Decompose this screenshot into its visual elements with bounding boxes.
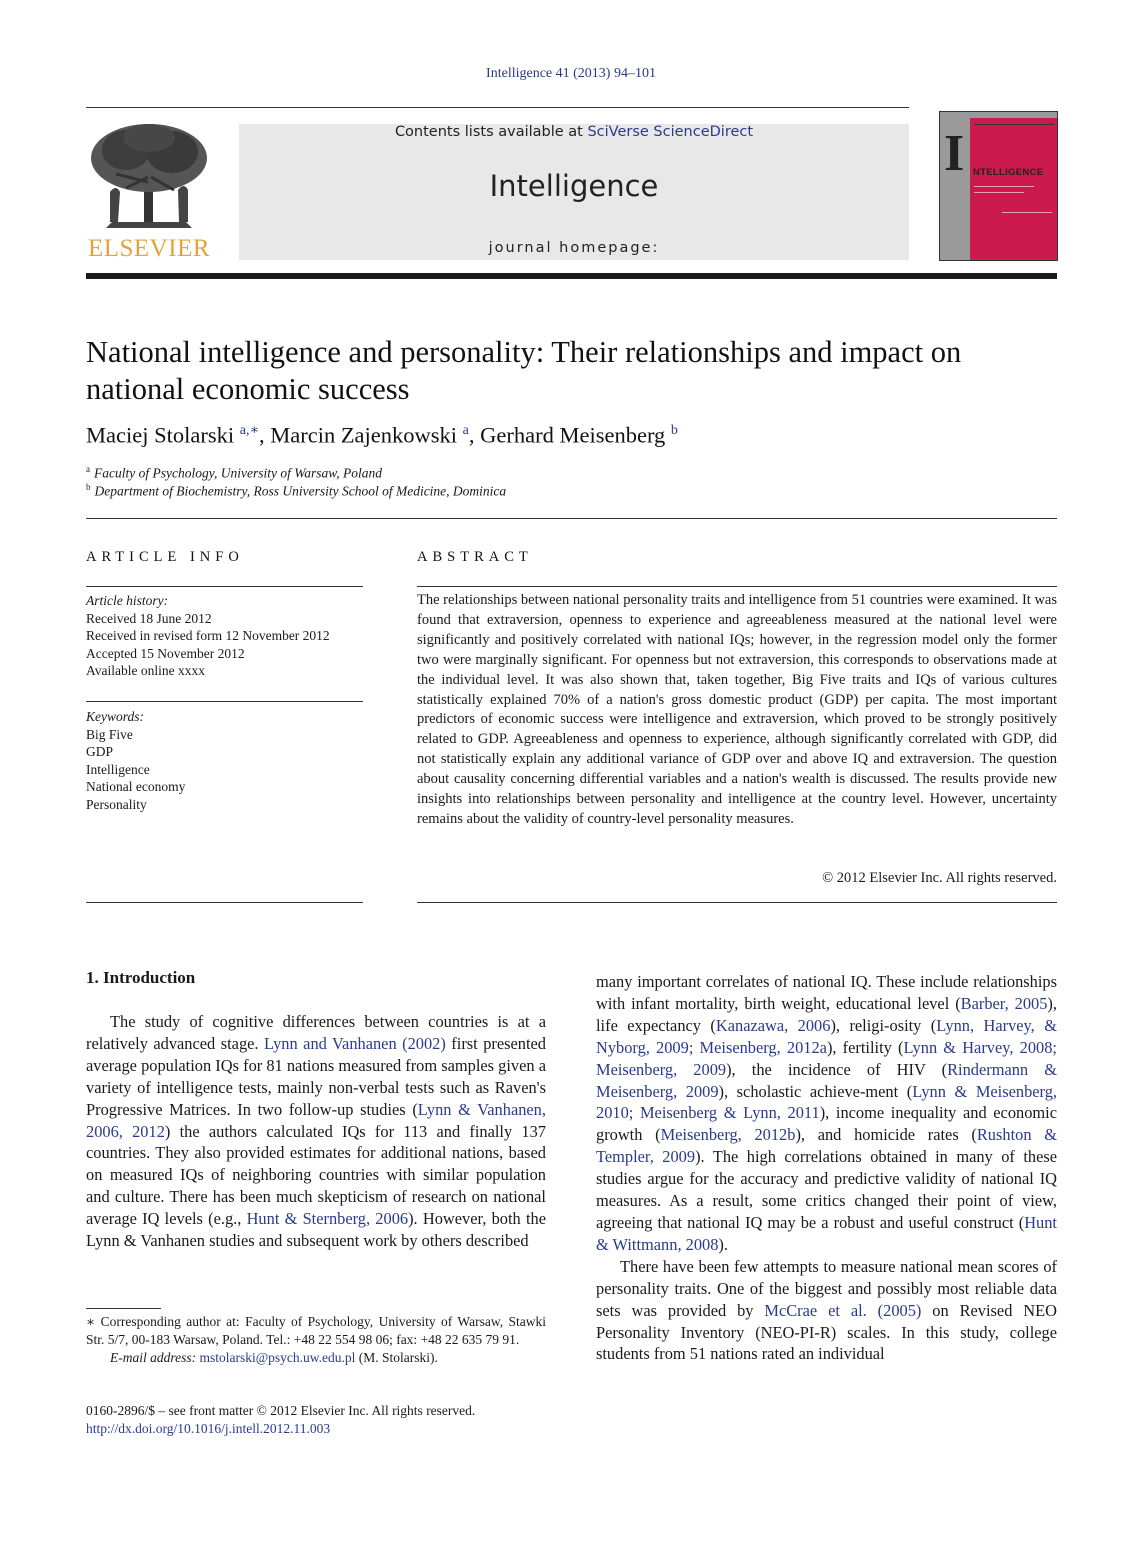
author-affiliation-ref[interactable]: b bbox=[670, 423, 678, 438]
body-text: ), religi-osity ( bbox=[830, 1015, 937, 1035]
header-thick-rule bbox=[86, 273, 1057, 279]
affiliation-marker: a bbox=[86, 464, 90, 474]
body-text: ). The high correlations obtained in many of these studies argue for the accuracy and predictive validity of national IQ measures. As a result, some critics changed their point of view, agreeing that national IQ may be a robust and useful construct ( bbox=[596, 1147, 1058, 1232]
header-rule bbox=[86, 107, 909, 108]
contents-line bbox=[239, 124, 909, 140]
author-separator: , bbox=[468, 422, 481, 448]
abstract-rule bbox=[417, 586, 1057, 587]
cover-rule bbox=[1002, 212, 1052, 213]
article-info-bottom-rule bbox=[86, 902, 363, 903]
keywords-rule bbox=[86, 701, 363, 702]
journal-citation-link[interactable]: Intelligence 41 (2013) 94–101 bbox=[486, 66, 656, 81]
tree-icon bbox=[86, 122, 212, 232]
author-name: Maciej Stolarski bbox=[86, 422, 235, 448]
body-column-right bbox=[596, 971, 1057, 1365]
body-text: ), and homicide rates ( bbox=[795, 1125, 977, 1145]
contents-prefix: Contents lists available at bbox=[394, 124, 588, 140]
footnote-rule bbox=[86, 1308, 161, 1309]
elsevier-logo bbox=[86, 122, 212, 260]
citation-link[interactable]: Kanazawa, 2006 bbox=[715, 1015, 831, 1035]
body-column-left bbox=[86, 1011, 546, 1252]
cover-rule bbox=[974, 192, 1024, 193]
history-item: Accepted 15 November 2012 bbox=[86, 645, 245, 661]
author-name: Marcin Zajenkowski bbox=[270, 422, 458, 448]
citation-link[interactable]: Rushton & Templer, 2009 bbox=[596, 1125, 1057, 1167]
author-separator: , bbox=[258, 422, 271, 448]
body-text: many important correlates of national IQ. These include relationships with infant mortality, birth weight, educational level ( bbox=[596, 972, 1057, 1013]
body-paragraph bbox=[596, 1256, 1057, 1366]
article-info-rule bbox=[86, 586, 363, 587]
citation-link[interactable]: Lynn and Vanhanen (2002) bbox=[264, 1033, 446, 1053]
footnote-text: ∗ Corresponding author at: Faculty of Psychology, University of Warsaw, Stawki Str. 5/7, 00-183 Warsaw, Poland. Tel.: +48 22 554 98 06; fax: +48 22 635 79 91. bbox=[86, 1314, 546, 1347]
affiliation bbox=[86, 464, 382, 482]
keywords bbox=[86, 708, 363, 814]
corresponding-author-footnote bbox=[86, 1313, 546, 1367]
keyword: Big Five bbox=[86, 726, 133, 742]
affiliation bbox=[86, 482, 506, 500]
body-text: ), scholastic achieve-ment ( bbox=[718, 1081, 913, 1101]
title-rule bbox=[86, 518, 1057, 519]
citation-link[interactable]: Lynn & Vanhanen, 2006, 2012 bbox=[86, 1099, 546, 1141]
article-info-heading: ARTICLE INFO bbox=[86, 549, 244, 565]
body-text: There have been few attempts to measure national mean scores of personality traits. One of the biggest and possibly most reliable data sets was provided by bbox=[596, 1256, 1057, 1320]
journal-cover-image bbox=[939, 111, 1058, 261]
body-text: ), the incidence of HIV ( bbox=[726, 1059, 948, 1079]
author-name: Gerhard Meisenberg bbox=[480, 422, 666, 448]
affiliation-text: Faculty of Psychology, University of Warsaw, Poland bbox=[94, 465, 382, 481]
body-text: ), income inequality and economic growth ( bbox=[596, 1103, 1057, 1145]
body-text: ), life expectancy ( bbox=[596, 993, 1057, 1035]
citation-link[interactable]: Lynn & Meisenberg, 2010; Meisenberg & Lynn, 2011 bbox=[596, 1081, 1057, 1123]
journal-name: Intelligence bbox=[489, 169, 659, 203]
author-list bbox=[86, 422, 678, 449]
citation-link[interactable]: McCrae et al. (2005) bbox=[764, 1300, 922, 1320]
sciencedirect-link[interactable]: SciVerse ScienceDirect bbox=[587, 124, 754, 140]
citation-link[interactable]: Hunt & Wittmann, 2008 bbox=[596, 1212, 1057, 1254]
body-text: first presented average population IQs for 81 nations measured from samples given a variety of intelligence tests, mainly non-verbal tests such as Raven's Progressive Matrices. In two follow-up studies ( bbox=[86, 1033, 546, 1119]
body-text: on Revised NEO Personality Inventory (NEO-PI-R) scales. In this study, college students from 51 nations rated an individual bbox=[596, 1300, 1057, 1364]
email-suffix: (M. Stolarski). bbox=[355, 1350, 438, 1365]
body-text: ). However, both the Lynn & Vanhanen studies and subsequent work by others described bbox=[86, 1209, 546, 1251]
cover-letter: I bbox=[944, 125, 965, 182]
cover-rule bbox=[974, 124, 1054, 125]
citation-link[interactable]: Lynn & Harvey, 2008; Meisenberg, 2009 bbox=[596, 1037, 1057, 1079]
article-history bbox=[86, 592, 363, 680]
doi-link[interactable]: http://dx.doi.org/10.1016/j.intell.2012.11.003 bbox=[86, 1421, 331, 1436]
article-history-label: Article history: bbox=[86, 593, 169, 608]
citation-link[interactable]: Rindermann & Meisenberg, 2009 bbox=[596, 1059, 1058, 1101]
author-affiliation-ref[interactable]: a bbox=[462, 423, 469, 438]
section-heading: 1. Introduction bbox=[86, 968, 196, 987]
abstract-copyright: © 2012 Elsevier Inc. All rights reserved. bbox=[822, 870, 1057, 886]
keyword: National economy bbox=[86, 779, 186, 795]
affiliation-text: Department of Biochemistry, Ross University School of Medicine, Dominica bbox=[94, 483, 507, 499]
body-paragraph bbox=[86, 1011, 546, 1252]
history-item: Received in revised form 12 November 2012 bbox=[86, 628, 330, 644]
cover-title: NTELLIGENCE bbox=[973, 167, 1044, 178]
citation-link[interactable]: Hunt & Sternberg, 2006 bbox=[246, 1209, 409, 1229]
abstract-heading: ABSTRACT bbox=[417, 549, 533, 565]
body-text: The study of cognitive differences between countries is at a relatively advanced stage. bbox=[86, 1012, 546, 1053]
history-item: Available online xxxx bbox=[86, 663, 205, 679]
journal-homepage-label: journal homepage: bbox=[488, 240, 660, 256]
email-link[interactable]: mstolarski@psych.uw.edu.pl bbox=[199, 1350, 356, 1365]
article-title: National intelligence and personality: Their relationships and impact on national economic success bbox=[86, 335, 962, 406]
affiliation-marker: b bbox=[86, 482, 91, 492]
citation-link[interactable]: Barber, 2005 bbox=[960, 993, 1048, 1013]
keyword: Personality bbox=[86, 796, 147, 812]
citation-link[interactable]: Lynn, Harvey, & Nyborg, 2009; Meisenberg, 2012a bbox=[596, 1015, 1057, 1057]
elsevier-wordmark: ELSEVIER bbox=[87, 235, 211, 262]
issn-line: 0160-2896/$ – see front matter © 2012 Elsevier Inc. All rights reserved. bbox=[86, 1403, 476, 1418]
footnote-email-line bbox=[86, 1349, 546, 1367]
body-text: ), fertility ( bbox=[826, 1037, 904, 1057]
abstract-text: The relationships between national personality traits and intelligence from 51 countries were examined. It was found that extraversion, openness to experience and agreeableness measured at the national level were significantly and positively correlated with national IQs; however, in the regression model only the former two were marginally significant. For openness but not extraversion, this corresponds to observations made at the individual level. It was also shown that, taken together, Big Five traits and IQs of various cultures statistically explained 70% of a nation's gross domestic product (GDP) per capita. The most important predictors of economic success were intelligence and extraversion, which proved to be strongly positively related to GDP. Agreeableness and openness to experience, although significantly correlated with GDP, did not statistically explain any additional variance of GDP over and above IQ and extraversion. The question about causality concerning differential variables and a nation's wealth is discussed. The results provide new insights into relationships between personality and intelligence at the country level. However, uncertainty remains about the validity of country-level personality measures. bbox=[417, 592, 1057, 827]
citation-link[interactable]: Meisenberg, 2012b bbox=[660, 1125, 796, 1145]
author-affiliation-ref[interactable]: a,∗ bbox=[239, 423, 259, 438]
keyword: Intelligence bbox=[86, 761, 150, 777]
body-paragraph bbox=[596, 971, 1057, 1256]
body-text: ) the authors calculated IQs for 113 and finally 137 countries. They also provided estimates for additional nations, based on measured IQs of neighboring countries with similar population and culture. There has been much skepticism of research on national average IQ levels (e.g., bbox=[86, 1121, 546, 1229]
abstract-bottom-rule bbox=[417, 902, 1057, 903]
email-label: E-mail address: bbox=[110, 1350, 197, 1365]
page-footer bbox=[86, 1402, 546, 1438]
cover-rule bbox=[974, 186, 1034, 187]
keywords-label: Keywords: bbox=[86, 709, 144, 724]
cover-panel bbox=[970, 118, 1058, 261]
history-item: Received 18 June 2012 bbox=[86, 610, 212, 626]
journal-header-box bbox=[239, 124, 909, 260]
keyword: GDP bbox=[86, 744, 114, 760]
body-text: ). bbox=[718, 1234, 728, 1254]
